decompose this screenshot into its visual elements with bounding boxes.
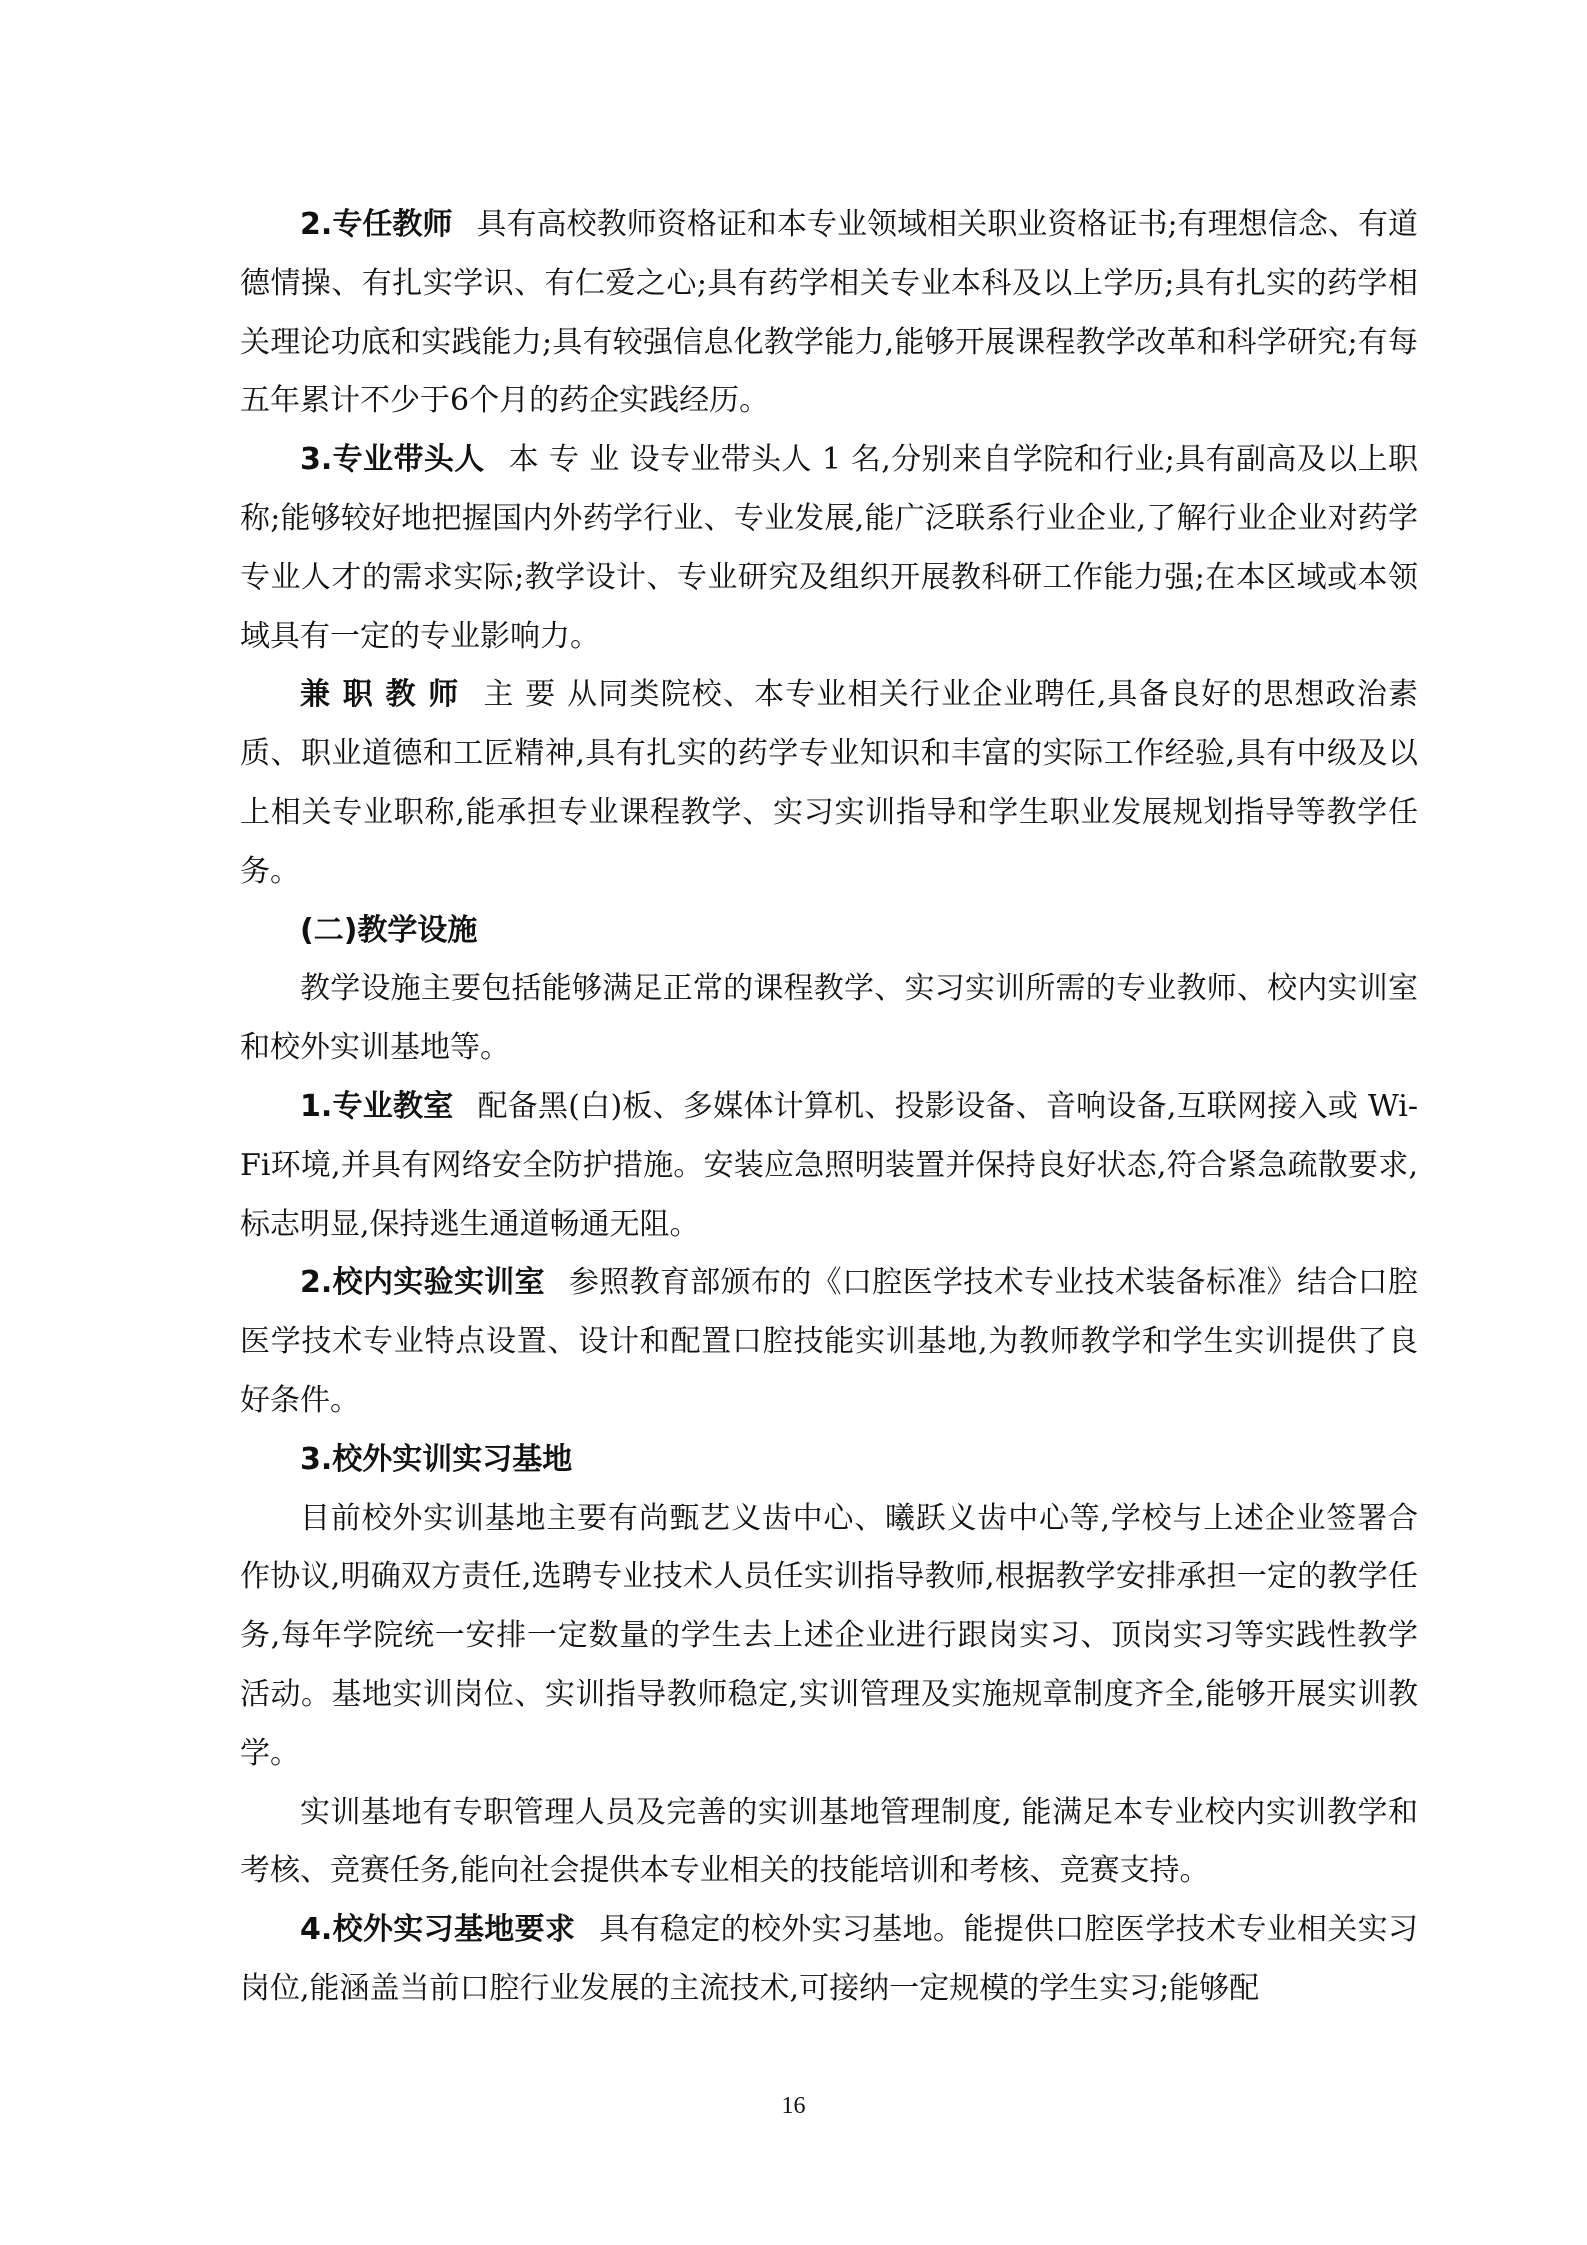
paragraph-lead: 2.专任教师 xyxy=(300,207,453,242)
paragraph-offcampus-1: 目前校外实训基地主要有尚甄艺义齿中心、曦跃义齿中心等,学校与上述企业签署合作协议,明确双方责任,选聘专业技术人员任实训指导教师,根据教学安排承担一定的教学任务,每年学院统一安排一定数量的学生去上述企业进行跟岗实习、顶岗实习等实践性教学活动。基地实训岗位、实训指导教师稳定,实训管理及实施规章制度齐全,能够开展实训教学。 xyxy=(240,1500,1418,1771)
paragraph-oncampus-lab xyxy=(240,1254,1418,1430)
section-heading-facilities: (二)教学设施 xyxy=(300,912,478,948)
paragraph-lead: 3.专业带头人 xyxy=(300,442,485,478)
paragraph-text: 参照教育部颁布的《口腔医学技术专业技术装备标准》结合口腔医学技术专业特点设置、设计和配置口腔技能实训基地,为教师教学和学生实训提供了良好条件。 xyxy=(240,1265,1418,1418)
paragraph-text: 主 要 从同类院校、本专业相关行业企业聘任,具备良好的思想政治素质、职业道德和工匠精神,具有扎实的药学专业知识和丰富的实际工作经验,具有中级及以上相关专业职称,能承担专业课程教学、实习实训指导和学生职业发展规划指导等教学任务。 xyxy=(240,677,1418,889)
paragraph-lead: 2.校内实验实训室 xyxy=(300,1265,545,1301)
paragraph-text: 本 专 业 设专业带头人 1 名,分别来自学院和行业;具有副高及以上职称;能够较好地把握国内外药学行业、专业发展,能广泛联系行业企业,了解行业企业对药学专业人才的需求实际;教学设计、专业研究及组织开展教科研工作能力强;在本区域或本领域具有一定的专业影响力。 xyxy=(240,442,1418,654)
paragraph-parttime-teachers xyxy=(240,666,1418,901)
paragraph-text: 具有高校教师资格证和本专业领域相关职业资格证书;有理想信念、有道德情操、有扎实学识、有仁爱之心;具有药学相关专业本科及以上学历;具有扎实的药学相关理论功底和实践能力;具有较强信息化教学能力,能够开展课程教学改革和科学研究;有每五年累计不少于6个月的药企实践经历。 xyxy=(240,207,1418,419)
paragraph-facilities-intro: 教学设施主要包括能够满足正常的课程教学、实习实训所需的专业教师、校内实训室和校外实训基地等。 xyxy=(240,971,1418,1066)
paragraph-offcampus-2: 实训基地有专职管理人员及完善的实训基地管理制度, 能满足本专业校内实训教学和考核、竞赛任务,能向社会提供本专业相关的技能培训和考核、竞赛支持。 xyxy=(240,1794,1418,1889)
paragraph-fulltime-teachers xyxy=(240,196,1418,431)
paragraph-text: 配备黑(白)板、多媒体计算机、投影设备、音响设备,互联网接入或 Wi-Fi环境,并具有网络安全防护措施。安装应急照明装置并保持良好状态,符合紧急疏散要求,标志明显,保持逃生通道畅通无阻。 xyxy=(240,1088,1418,1242)
paragraph-discipline-leader xyxy=(240,431,1418,666)
page-number: 16 xyxy=(781,2093,806,2119)
page-body xyxy=(240,196,1418,2019)
paragraph-classroom xyxy=(240,1078,1418,1254)
paragraph-lead: 4.校外实习基地要求 xyxy=(300,1912,576,1948)
paragraph-lead: 1.专业教室 xyxy=(300,1088,454,1124)
paragraph-text: 具有稳定的校外实习基地。能提供口腔医学技术专业相关实习岗位,能涵盖当前口腔行业发展的主流技术,可接纳一定规模的学生实习;能够配 xyxy=(240,1912,1419,2006)
paragraph-lead: 兼 职 教 师 xyxy=(300,677,460,713)
section-heading-offcampus: 3.校外实训实习基地 xyxy=(300,1441,573,1477)
paragraph-offcampus-requirements xyxy=(240,1901,1418,2019)
